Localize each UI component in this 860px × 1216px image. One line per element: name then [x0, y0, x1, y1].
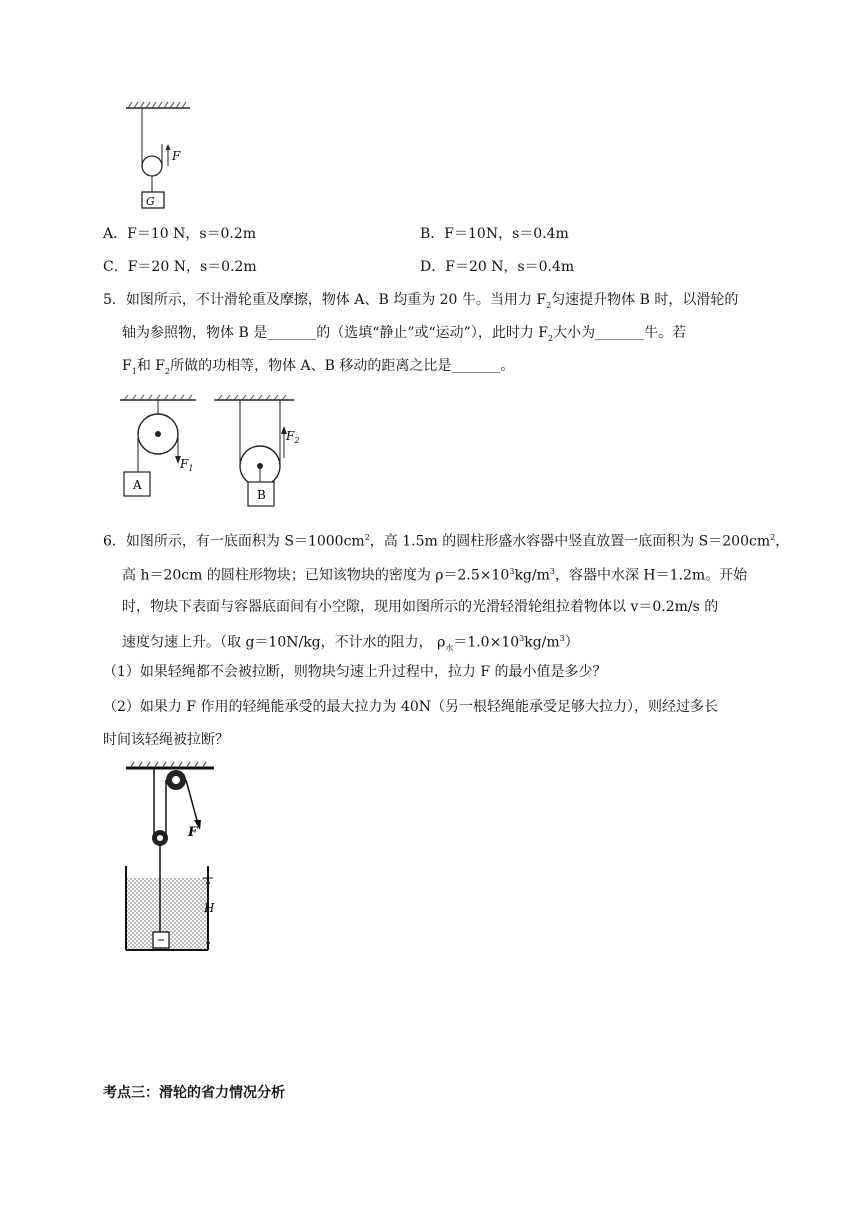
- answer-blank: _______: [451, 358, 501, 374]
- figure-movable-pulley: [118, 100, 198, 212]
- figure-q6-container: [118, 758, 222, 954]
- fig-label-f: F: [188, 825, 198, 840]
- option-b: B．F＝10N，s＝0.4m: [420, 226, 569, 242]
- fig-label-f2: $F_2$: [286, 429, 300, 445]
- q6-line3: 时，物块下表面与容器底面间有小空隙，现用如图所示的光滑轻滑轮组拉着物体以 v＝0.2m/s 的: [122, 599, 719, 615]
- q6-sub2-line2: 时间该轻绳被拉断？: [103, 732, 229, 748]
- option-c: C．F＝20 N，s＝0.2m: [103, 259, 257, 275]
- q5-line1: 5．如图所示，不计滑轮重及摩擦，物体 A、B 均重为 20 牛。当用力 $F_2$匀速提升物体 B 时，以滑轮的: [103, 292, 739, 310]
- q6-sub1: （1）如果轻绳都不会被拉断，则物块匀速上升过程中，拉力 F 的最小值是多少？: [103, 664, 607, 680]
- answer-blank: _______: [595, 325, 645, 341]
- fig-label-f1: $F_1$: [180, 457, 194, 473]
- q6-line4: 速度匀速上升。（取 g＝10N/kg，不计水的阻力， $\rho_水=1.0\times 10^3kg/m^3$）: [122, 634, 579, 653]
- q6-sub2-line1: （2）如果力 F 作用的轻绳能承受的最大拉力为 40N（另一根轻绳能承受足够大拉力），则经过多长: [103, 699, 719, 715]
- fig-label-b: B: [257, 488, 266, 502]
- option-a: A．F＝10 N，s＝0.2m: [103, 226, 257, 242]
- fig-label-h: H: [204, 901, 215, 915]
- figure-q5-pulleys: [118, 392, 308, 510]
- fig1-force-label: F: [172, 149, 181, 163]
- q5-line3: $F_1$和 $F_2$所做的功相等，物体 A、B 移动的距离之比是_______。: [122, 358, 515, 376]
- q5-line2: 轴为参照物，物体 B 是_______的（选填“静止”或“运动”），此时力 $F_2$大小为_______牛。若: [122, 325, 687, 343]
- fig1-weight-label: G: [146, 195, 155, 208]
- q6-line1: 6．如图所示，有一底面积为 $S=1000cm^2$，高 1.5m 的圆柱形盛水容器中竖直放置一底面积为 $S=200cm^2$，: [103, 533, 790, 550]
- option-d: D．F＝20 N，s＝0.4m: [420, 259, 575, 275]
- q6-line2: 高 h＝20cm 的圆柱形物块；已知该物块的密度为 $\rho=2.5\times 10^3kg/m^3$，容器中水深 H＝1.2m。开始: [122, 567, 748, 584]
- fig-label-a: A: [133, 478, 142, 492]
- answer-blank: _______: [267, 325, 317, 341]
- section-heading: 考点三：滑轮的省力情况分析: [103, 1085, 285, 1101]
